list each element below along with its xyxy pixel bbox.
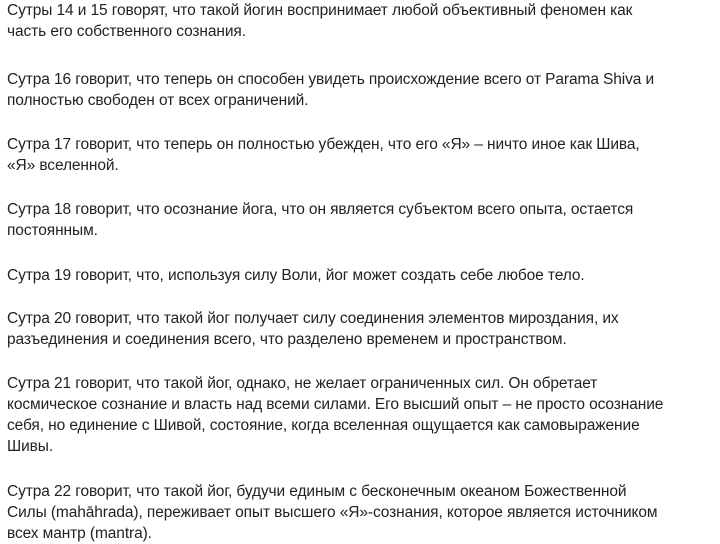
text-line: Сутра 22 говорит, что такой йог, будучи единым с бесконечным океаном Божественной: [7, 483, 627, 500]
text-line: полностью свободен от всех ограничений.: [7, 92, 309, 109]
paragraph-sutra-18: [7, 199, 713, 241]
paragraph-sutra-16: [7, 69, 713, 111]
paragraph-sutra-20: [7, 308, 713, 350]
text-line: всех мантр (mantra).: [7, 525, 152, 542]
text-line: себя, но единение с Шивой, состояние, когда вселенная ощущается как самовыражение: [7, 417, 640, 434]
text-line: Сутра 19 говорит, что, используя силу Воли, йог может создать себе любое тело.: [7, 267, 585, 284]
paragraph-sutra-21: [7, 373, 713, 457]
text-line: Сутры 14 и 15 говорят, что такой йогин воспринимает любой объективный феномен как: [7, 2, 633, 19]
paragraph-sutras-14-15: [7, 0, 713, 42]
text-line: Сутра 16 говорит, что теперь он способен увидеть происхождение всего от Parama Shiva и: [7, 71, 655, 88]
text-line: Сутра 20 говорит, что такой йог получает силу соединения элементов мироздания, их: [7, 310, 619, 327]
paragraph-sutra-22: [7, 481, 713, 544]
text-line: часть его собственного сознания.: [7, 23, 246, 40]
paragraph-sutra-17: [7, 134, 713, 176]
text-line: Силы (mahāhrada), переживает опыт высшего «Я»-сознания, которое является источником: [7, 504, 658, 521]
text-line: постоянным.: [7, 222, 98, 239]
text-line: Сутра 21 говорит, что такой йог, однако, не желает ограниченных сил. Он обретает: [7, 375, 598, 392]
text-line: «Я» вселенной.: [7, 157, 119, 174]
text-line: Сутра 17 говорит, что теперь он полностью убежден, что его «Я» – ничто иное как Шива,: [7, 136, 640, 153]
paragraph-sutra-19: [7, 265, 713, 286]
text-line: космическое сознание и власть над всеми силами. Его высший опыт – не просто осознание: [7, 396, 664, 413]
text-line: разъединения и соединения всего, что разделено временем и пространством.: [7, 331, 567, 348]
text-line: Сутра 18 говорит, что осознание йога, что он является субъектом всего опыта, остается: [7, 201, 634, 218]
text-line: Шивы.: [7, 438, 54, 455]
